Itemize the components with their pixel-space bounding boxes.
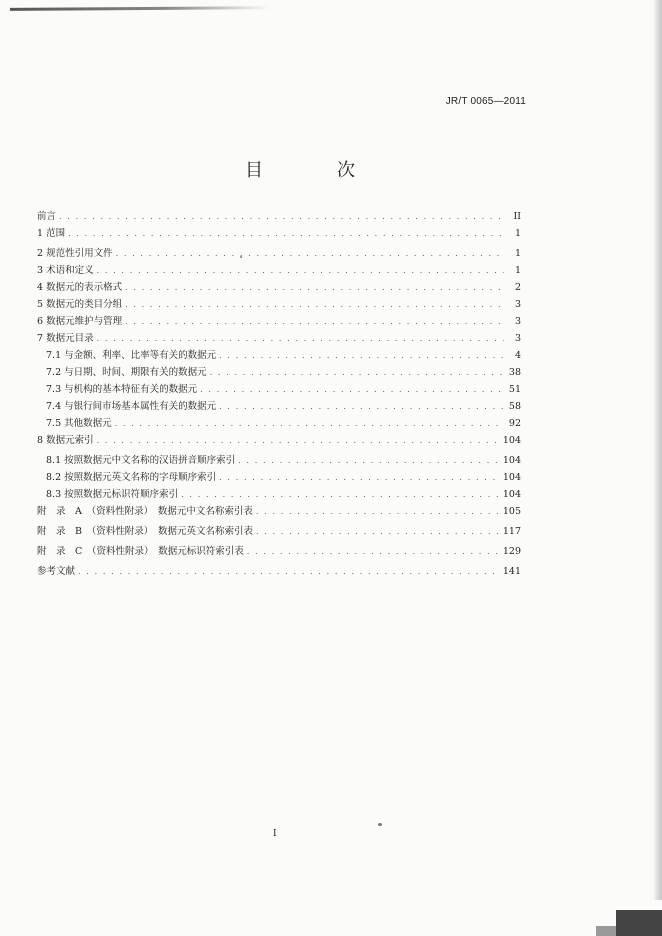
dot-leader: [125, 317, 504, 326]
toc-entry[interactable]: [37, 245, 521, 262]
toc-entry[interactable]: [37, 225, 521, 245]
toc-entry-label: 7.3 与机构的基本特征有关的数据元: [46, 384, 198, 395]
dot-leader: [125, 300, 504, 309]
toc-entry-label: 8 数据元索引: [37, 435, 94, 446]
toc-entry[interactable]: [37, 313, 521, 330]
toc-entry[interactable]: [37, 364, 521, 381]
toc-entry[interactable]: [37, 452, 521, 469]
toc-entry-label: 7.1 与金额、利率、比率等有关的数据元: [46, 350, 217, 361]
toc-entry[interactable]: [37, 279, 521, 296]
scan-speck: [240, 256, 242, 258]
toc-entry-label: 附 录 C （资料性附录） 数据元标识符索引表: [37, 546, 244, 557]
dot-leader: [219, 402, 504, 411]
toc-entry-label: 7.4 与银行间市场基本属性有关的数据元: [46, 401, 217, 412]
toc-entry-label: 3 术语和定义: [37, 265, 94, 276]
toc-entry-page: 38: [508, 367, 521, 378]
toc-entry-page: 3: [514, 316, 521, 327]
scan-edge-shadow: [653, 0, 662, 900]
toc-entry-page: 3: [514, 299, 521, 310]
toc-entry[interactable]: [37, 208, 521, 225]
dot-leader: [181, 490, 500, 499]
toc-entry-page: 58: [508, 401, 521, 412]
page-title: 目 次: [245, 160, 383, 181]
toc-entry-label: 5 数据元的类目分组: [37, 299, 123, 310]
toc-entry-page: 3: [514, 333, 521, 344]
toc-entry[interactable]: [37, 523, 521, 543]
toc-entry-page: 92: [508, 418, 521, 429]
dot-leader: [68, 229, 504, 238]
toc-entry-label: 7 数据元目录: [37, 333, 94, 344]
toc-entry-label: 6 数据元维护与管理: [37, 316, 123, 327]
toc-entry-page: 4: [514, 350, 521, 361]
toc-entry[interactable]: [37, 381, 521, 398]
toc-entry-page: 1: [514, 265, 521, 276]
toc-entry-label: 4 数据元的表示格式: [37, 282, 123, 293]
toc-entry-label: 附 录 B （资料性附录） 数据元英文名称索引表: [37, 526, 253, 537]
dot-leader: [116, 249, 504, 258]
toc-entry[interactable]: [37, 543, 521, 563]
toc-entry-label: 参考文献: [37, 566, 76, 577]
dot-leader: [97, 436, 500, 445]
toc-entry[interactable]: [37, 469, 521, 486]
toc-entry-page: 51: [508, 384, 521, 395]
scan-corner-mark: [616, 910, 662, 936]
dot-leader: [256, 527, 500, 536]
toc-entry-page: 104: [502, 435, 521, 446]
scan-edge-mark: [10, 6, 270, 11]
toc-entry-page: 141: [502, 566, 521, 577]
dot-leader: [78, 567, 500, 576]
dot-leader: [200, 385, 504, 394]
toc-entry[interactable]: [37, 296, 521, 313]
toc-entry[interactable]: [37, 486, 521, 503]
toc-entry-page: 1: [514, 248, 521, 259]
toc-entry-label: 2 规范性引用文件: [37, 248, 113, 259]
scan-corner-mark: [596, 926, 616, 936]
dot-leader: [238, 456, 500, 465]
dot-leader: [125, 283, 504, 292]
dot-leader: [247, 547, 500, 556]
toc-entry-page: 105: [502, 506, 521, 517]
table-of-contents: [37, 208, 521, 583]
page-number: I: [273, 829, 277, 839]
toc-entry-page: 104: [502, 472, 521, 483]
toc-entry[interactable]: [37, 347, 521, 364]
dot-leader: [256, 507, 500, 516]
toc-entry-page: 104: [502, 455, 521, 466]
dot-leader: [210, 368, 504, 377]
toc-entry-page: 129: [502, 546, 521, 557]
toc-entry-page: II: [513, 211, 521, 222]
dot-leader: [97, 266, 504, 275]
toc-entry[interactable]: [37, 415, 521, 432]
dot-leader: [97, 334, 504, 343]
toc-entry[interactable]: [37, 503, 521, 523]
standard-code: JR/T 0065—2011: [445, 96, 526, 107]
toc-entry[interactable]: [37, 563, 521, 583]
toc-entry-label: 8.3 按照数据元标识符顺序索引: [46, 489, 179, 500]
dot-leader: [115, 419, 504, 428]
dot-leader: [219, 473, 500, 482]
toc-entry-label: 1 范围: [37, 228, 66, 239]
dot-leader: [219, 351, 504, 360]
toc-entry[interactable]: [37, 262, 521, 279]
toc-entry[interactable]: [37, 432, 521, 452]
toc-entry[interactable]: [37, 330, 521, 347]
toc-entry-label: 前言: [37, 211, 57, 222]
dot-leader: [59, 212, 504, 221]
toc-entry-label: 8.1 按照数据元中文名称的汉语拼音顺序索引: [46, 455, 236, 466]
toc-entry[interactable]: [37, 398, 521, 415]
toc-entry-label: 附 录 A （资料性附录） 数据元中文名称索引表: [37, 506, 253, 517]
toc-entry-page: 117: [502, 526, 521, 537]
toc-entry-page: 1: [514, 228, 521, 239]
scan-speck: [378, 823, 382, 826]
toc-entry-label: 7.2 与日期、时间、期限有关的数据元: [46, 367, 207, 378]
toc-entry-page: 104: [502, 489, 521, 500]
toc-entry-label: 7.5 其他数据元: [46, 418, 112, 429]
toc-entry-page: 2: [514, 282, 521, 293]
toc-entry-label: 8.2 按照数据元英文名称的字母顺序索引: [46, 472, 217, 483]
